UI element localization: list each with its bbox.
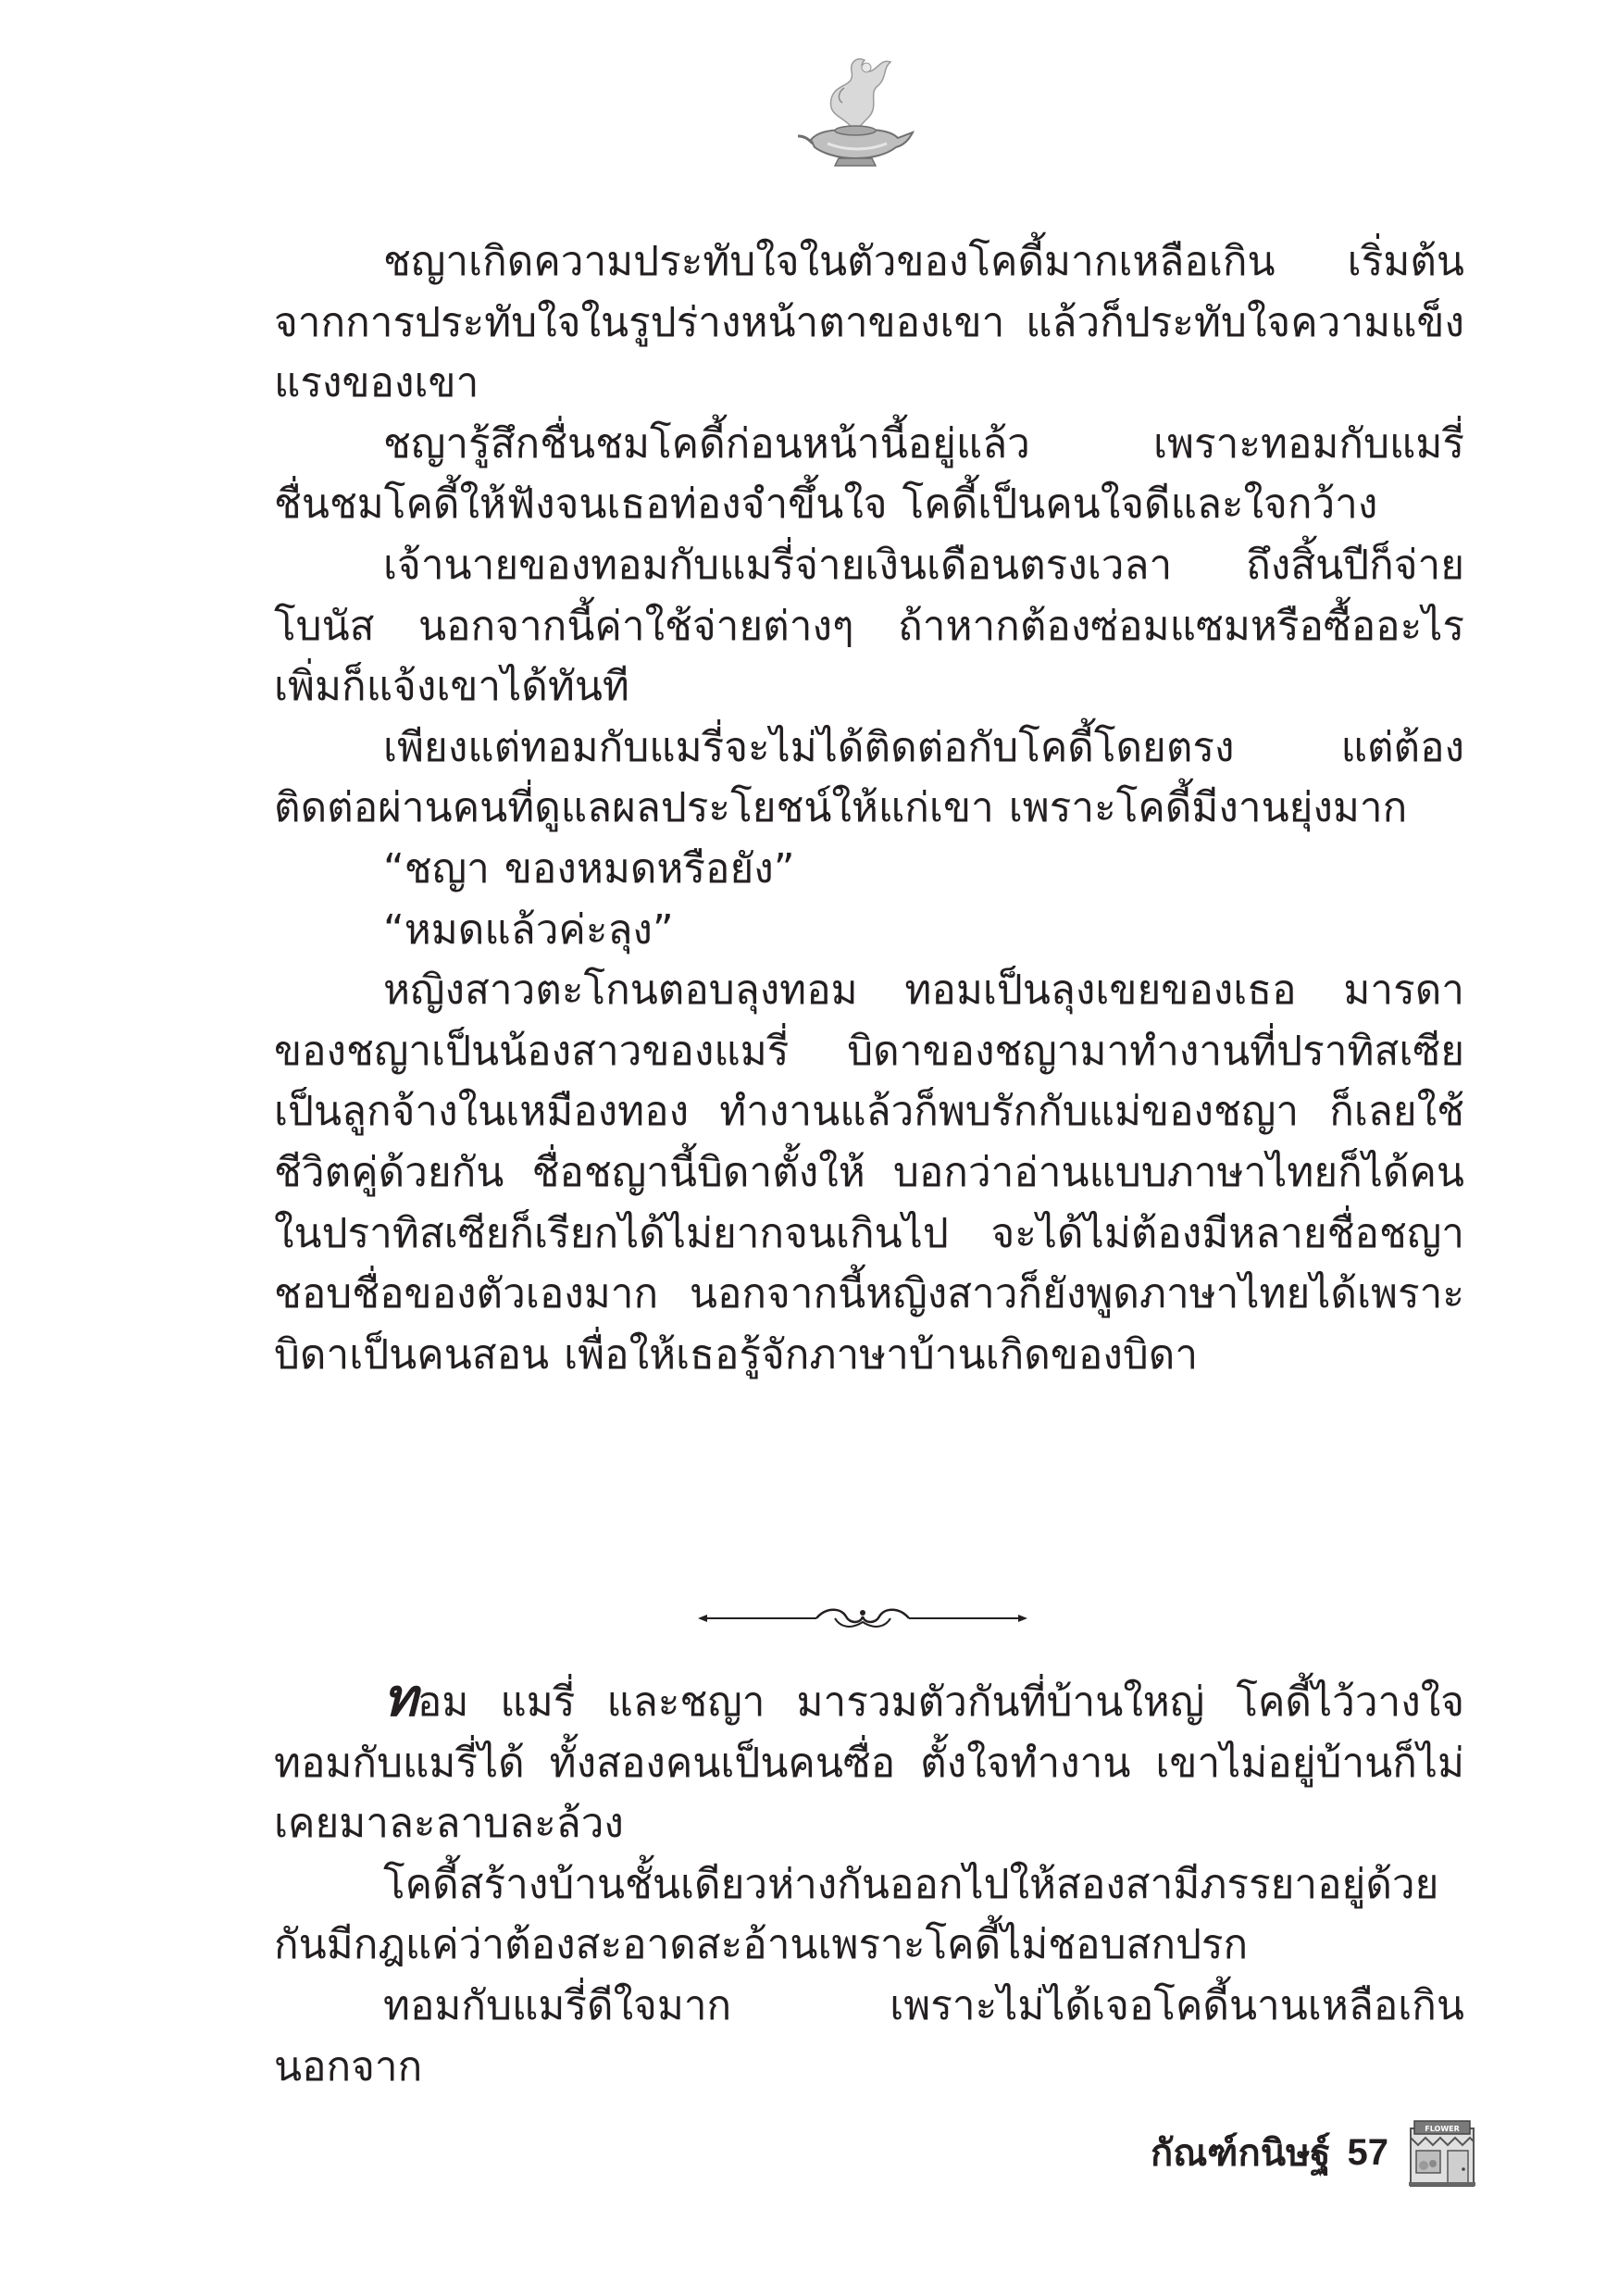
- chapter-text-part1: [274, 231, 1464, 1385]
- paragraph: [274, 1667, 1464, 1854]
- drop-cap: ท: [383, 1667, 417, 1728]
- paragraph: ทอมกับแมรี่ดีใจมาก เพราะไม่ได้เจอโคดี้นานเหลือเกิน นอกจาก: [274, 1981, 1464, 2090]
- paragraph: เพียงแต่ทอมกับแมรี่จะไม่ได้ติดต่อกับโคดี้โดยตรง แต่ต้องติดต่อผ่านคนที่ดูแลผลประโยชน์ให้แก่เขา เพราะโคดี้มีงานยุ่งมาก: [274, 723, 1464, 832]
- paragraph: โคดี้สร้างบ้านชั้นเดียวห่างกันออกไปให้สองสามีภรรยาอยู่ด้วยกันมีกฎแค่ว่าต้องสะอาดสะอ้านเพราะโคดี้ไม่ชอบสกปรก: [274, 1860, 1439, 1969]
- paragraph: หญิงสาวตะโกนตอบลุงทอม ทอมเป็นลุงเขยของเธอ มารดาของชญาเป็นน้องสาวของแมรี่ บิดาของชญามาทำงานที่ปราทิสเซียเป็นลูกจ้างในเหมืองทอง ทำงานแล้วก็พบรักกับแม่ของชญา ก็เลยใช้ชีวิตคู่ด้วยกัน ชื่อชญานี้บิดาตั้งให้ บอกว่าอ่านแบบภาษาไทยก็ได้คนในปราทิสเซียก็เรียกได้ไม่ยากจนเกินไป จะได้ไม่ต้องมีหลายชื่อชญาชอบชื่อของตัวเองมาก นอกจากนี้หญิงสาวก็ยังพูดภาษาไทยได้เพราะบิดาเป็นคนสอน เพื่อให้เธอรู้จักภาษาบ้านเกิดของบิดา: [274, 967, 1464, 1379]
- flourish-divider-icon: [696, 1600, 1029, 1637]
- book-title: กัณฑ์กนิษฐ์: [1150, 2132, 1331, 2175]
- chapter-text-part2: [274, 1667, 1464, 2097]
- page-footer: [1151, 2111, 1479, 2194]
- paragraph: ชญาเกิดความประทับใจในตัวของโคดี้มากเหลือเกิน เริ่มต้นจากการประทับใจในรูปร่างหน้าตาของเขา แล้วก็ประทับใจความแข็งแรงของเขา: [274, 238, 1464, 407]
- genie-lamp-icon: [790, 51, 920, 171]
- page-number: 57: [1347, 2131, 1388, 2173]
- paragraph-rest: อม แมรี่ และชญา มารวมตัวกันที่บ้านใหญ่ โคดี้ไว้วางใจทอมกับแมรี่ได้ ทั้งสองคนเป็นคนซื่อ ตั้งใจทำงาน เขาไม่อยู่บ้านก็ไม่เคยมาละลาบละล้วง: [274, 1678, 1464, 1848]
- dialogue-line: “หมดแล้วค่ะลุง”: [383, 905, 674, 954]
- dialogue-line: “ชญา ของหมดหรือยัง”: [383, 844, 795, 892]
- shop-sign-text: FLOWER: [1425, 2125, 1460, 2133]
- flower-shop-icon: [1405, 2115, 1479, 2190]
- paragraph: เจ้านายของทอมกับแมรี่จ่ายเงินเดือนตรงเวลา ถึงสิ้นปีก็จ่ายโบนัส นอกจากนี้ค่าใช้จ่ายต่างๆ ถ้าหากต้องซ่อมแซมหรือซื้ออะไรเพิ่มก็แจ้งเขาได้ทันที: [274, 541, 1464, 711]
- paragraph: ชญารู้สึกชื่นชมโคดี้ก่อนหน้านี้อยู่แล้ว เพราะทอมกับแมรี่ชื่นชมโคดี้ให้ฟังจนเธอท่องจำขึ้นใจ โคดี้เป็นคนใจดีและใจกว้าง: [274, 419, 1464, 529]
